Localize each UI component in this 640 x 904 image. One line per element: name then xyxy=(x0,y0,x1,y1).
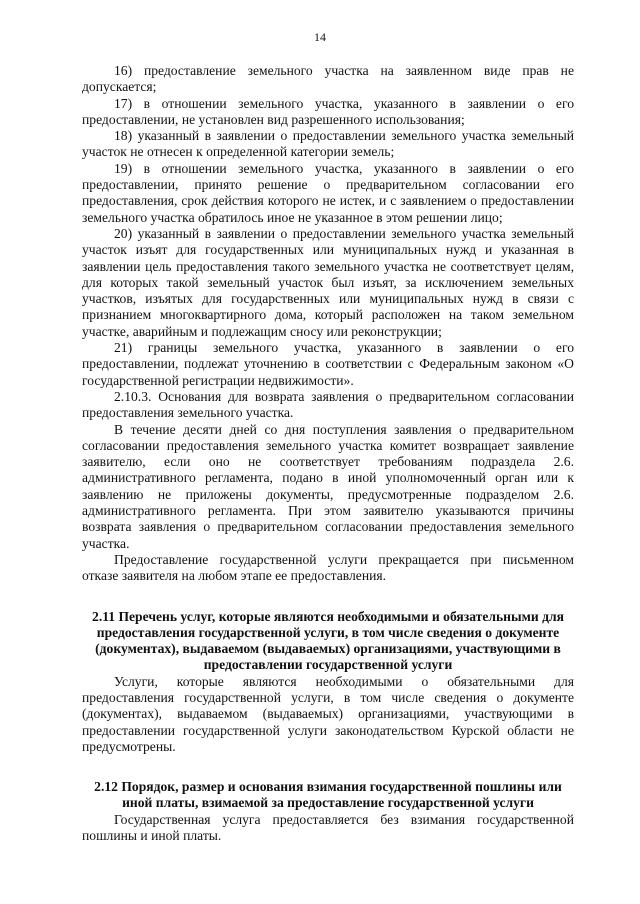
paragraph-2-10-3: 2.10.3. Основания для возврата заявления о предварительном согласовании предоставления земельного участка. xyxy=(82,388,574,421)
paragraph-return-terms: В течение десяти дней со дня поступления заявления о предварительном согласовании предоставления земельного участка комитет возвращает заявление заявителю, если оно не соответствует требованиям подраздела 2.6. административного регламента, подано в иной уполномоченный орган или к заявлению не приложены документы, предусмотренные подразделом 2.6. административного регламента. При этом заявителю указываются причины возврата заявления о предварительном согласовании предоставления земельного участка. xyxy=(82,421,574,551)
paragraph-termination: Предоставление государственной услуги прекращается при письменном отказе заявителя на любом этапе ее предоставления. xyxy=(82,551,574,584)
paragraph-item-17: 17) в отношении земельного участка, указанного в заявлении о его предоставлении, не установлен вид разрешенного использования; xyxy=(82,95,574,127)
section-2-12-text: Государственная услуга предоставляется без взимания государственной пошлины и иной платы. xyxy=(82,811,574,844)
document-body xyxy=(82,63,574,844)
paragraph-item-21: 21) границы земельного участка, указанного в заявлении о его предоставлении, подлежат уточнению в соответствии с Федеральным законом «О государственной регистрации недвижимости». xyxy=(82,340,574,388)
section-2-11-text: Услуги, которые являются необходимыми о обязательными для предоставления государственной услуги, в том числе сведения о документе (документах), выдаваемом (выдаваемых) организациями, участвующими в предоставлении государственной услуги законодательством Курской области не предусмотрены. xyxy=(82,673,574,754)
paragraph-item-19: 19) в отношении земельного участка, указанного в заявлении о его предоставлении, принято решение о предварительном согласовании его предоставления, срок действия которого не истек, и с заявлением о предоставлении земельного участка обратилось иное не указанное в этом решении лицо; xyxy=(82,160,574,225)
section-2-12-heading: 2.12 Порядок, размер и основания взимания государственной пошлины или иной платы, взимаемой за предоставление государственной услуги xyxy=(94,779,562,811)
section-2-11-heading: 2.11 Перечень услуг, которые являются необходимыми и обязательными для предоставления государственной услуги, в том числе сведения о документе (документах), выдаваемом (выдаваемых) организациями, участвующими в предоставлении государственной услуги xyxy=(92,608,564,673)
paragraph-item-20: 20) указанный в заявлении о предоставлении земельного участка земельный участок изъят для государственных или муниципальных нужд и указанная в заявлении цель предоставления такого земельного участка не соответствует целям, для которых такой земельный участок был изъят, за исключением земельных участков, изъятых для государственных или муниципальных нужд в связи с признанием многоквартирного дома, который расположен на таком земельном участке, аварийным и подлежащим сносу или реконструкции; xyxy=(82,225,574,339)
paragraph-item-18: 18) указанный в заявлении о предоставлении земельного участка земельный участок не отнесен к определенной категории земель; xyxy=(82,128,574,160)
paragraph-item-16: 16) предоставление земельного участка на заявленном виде прав не допускается; xyxy=(82,63,574,95)
page-number: 14 xyxy=(314,30,326,44)
